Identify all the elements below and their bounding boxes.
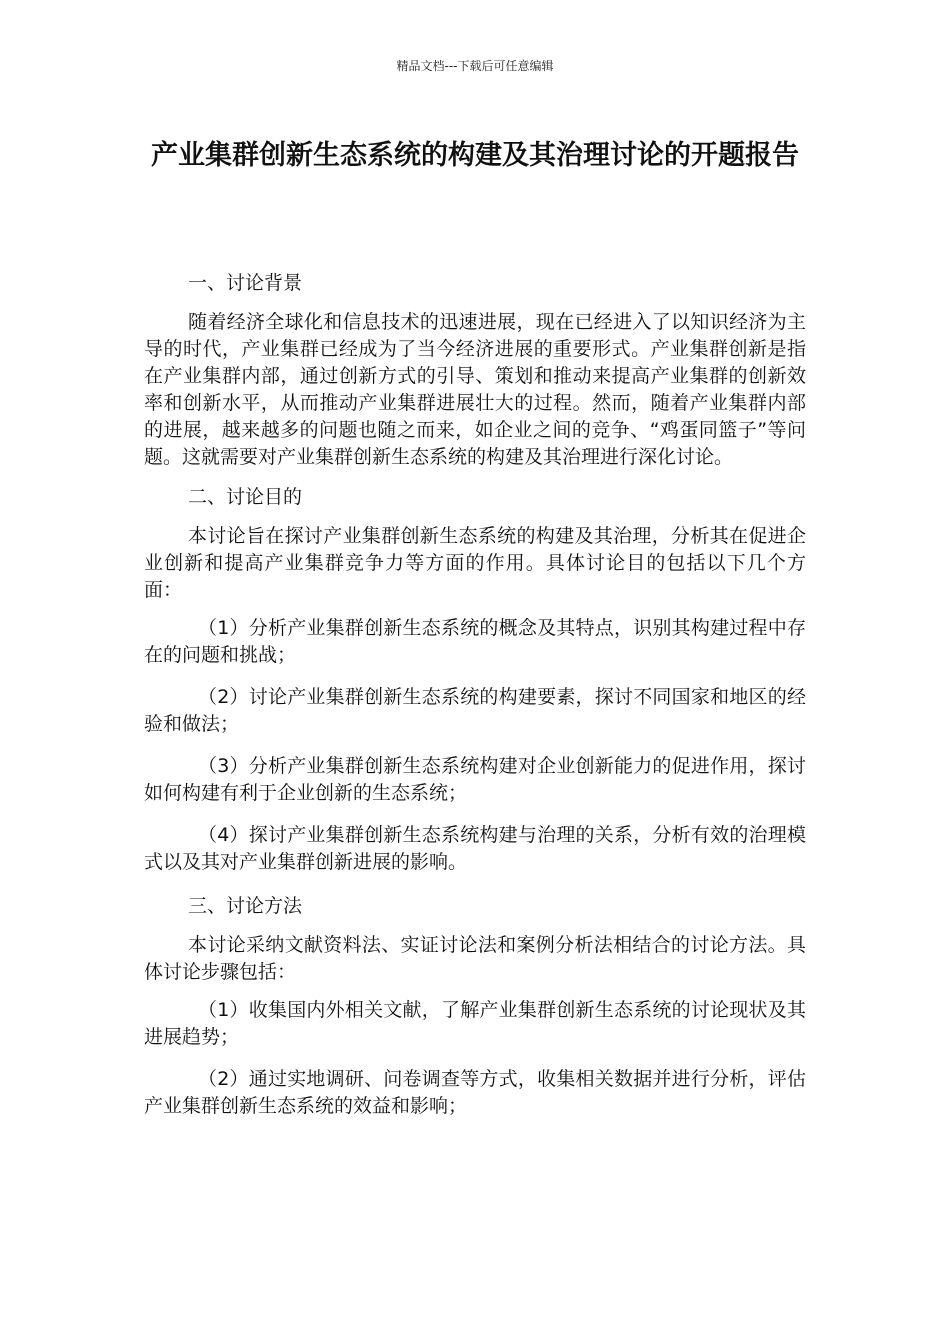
purpose-item: （2）讨论产业集群创新生态系统的构建要素，探讨不同国家和地区的经验和做法；	[144, 686, 806, 735]
purpose-paragraph: 本讨论旨在探讨产业集群创新生态系统的构建及其治理，分析其在促进企业创新和提高产业集群竞争力等方面的作用。具体讨论目的包括以下几个方面：	[144, 525, 806, 601]
purpose-item: （4）探讨产业集群创新生态系统构建与治理的关系，分析有效的治理模式以及其对产业集群创新进展的影响。	[144, 824, 806, 873]
background-paragraph: 随着经济全球化和信息技术的迅速进展，现在已经进入了以知识经济为主导的时代，产业集群已经成为了当今经济进展的重要形式。产业集群创新是指在产业集群内部，通过创新方式的引导、策划和推动来提高产业集群的创新效率和创新水平，从而推动产业集群进展壮大的过程。然而，随着产业集群内部的进展，越来越多的问题也随之而来，如企业之间的竞争、“鸡蛋同篮子”等问题。这就需要对产业集群创新生态系统的构建及其治理进行深化讨论。	[144, 311, 806, 468]
method-paragraph: 本讨论采纳文献资料法、实证讨论法和案例分析法相结合的讨论方法。具体讨论步骤包括：	[144, 934, 806, 983]
section-heading-method: 三、讨论方法	[188, 895, 303, 917]
document-body	[144, 268, 806, 1135]
purpose-item: （3）分析产业集群创新生态系统构建对企业创新能力的促进作用，探讨如何构建有利于企业创新的生态系统；	[144, 755, 806, 804]
section-heading-background: 一、讨论背景	[188, 272, 303, 294]
purpose-item: （1）分析产业集群创新生态系统的概念及其特点，识别其构建过程中存在的问题和挑战；	[144, 617, 806, 666]
document-title: 产业集群创新生态系统的构建及其治理讨论的开题报告	[151, 140, 799, 171]
section-heading-purpose: 二、讨论目的	[188, 486, 303, 508]
method-item: （2）通过实地调研、问卷调查等方式，收集相关数据并进行分析，评估产业集群创新生态系统的效益和影响；	[144, 1068, 806, 1117]
method-item: （1）收集国内外相关文献，了解产业集群创新生态系统的讨论现状及其进展趋势；	[144, 999, 806, 1048]
header-note: 精品文档---下载后可任意编辑	[396, 59, 554, 73]
